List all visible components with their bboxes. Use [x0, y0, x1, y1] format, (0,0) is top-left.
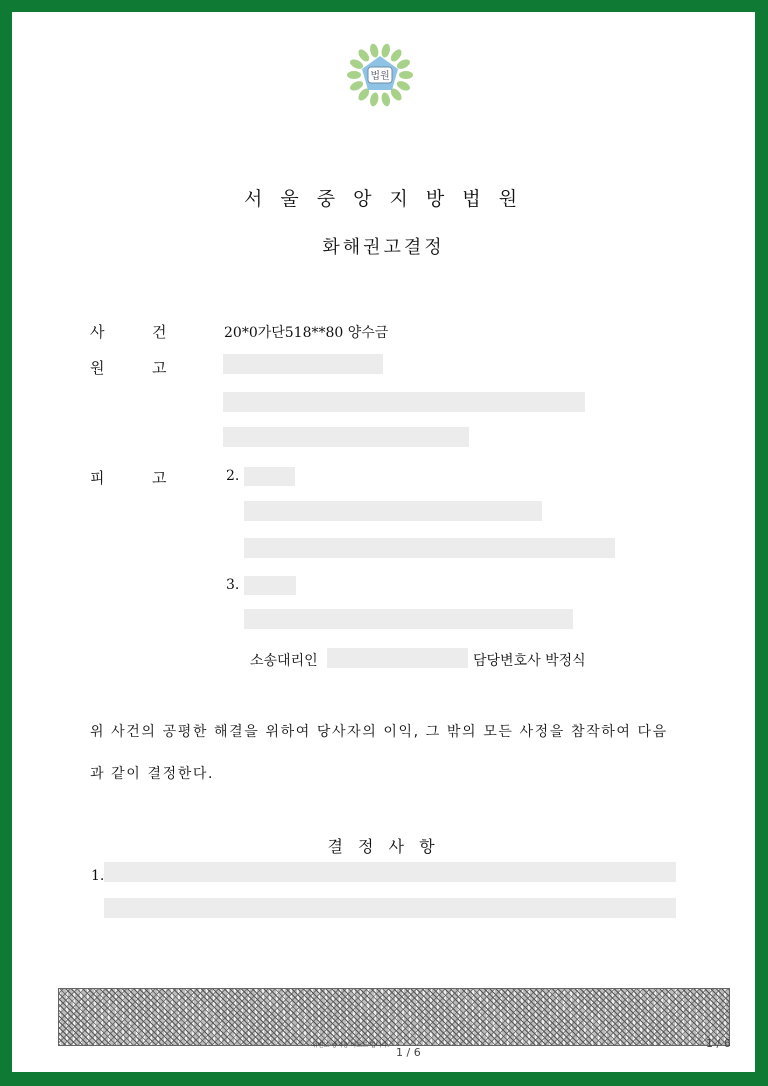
defendant-label-1: 피 [90, 469, 105, 487]
item-1-number: 1. [91, 868, 105, 884]
plaintiff-label-2: 고 [152, 359, 167, 377]
body-line-2: 과 같이 결정한다. [90, 766, 215, 782]
seal-text: 법원 [370, 71, 390, 82]
seal-petal [380, 43, 391, 58]
court-name: 서 울 중 앙 지 방 법 원 [243, 188, 524, 210]
seal-petal [369, 92, 380, 107]
redacted-item-1-line-2 [104, 898, 676, 918]
body-line-1: 위 사건의 공평한 해결을 위하여 당사자의 이익, 그 밖의 모든 사정을 참작하여 다음 [90, 724, 668, 740]
redacted-law-firm [327, 648, 468, 668]
redacted-plaintiff-name [223, 354, 383, 374]
attorney-label: 소송대리인 [250, 653, 318, 669]
redacted-item-1-line-1 [104, 862, 676, 882]
case-number: 20*0가단518**80 양수금 [224, 325, 389, 341]
document-page [12, 12, 755, 1072]
redacted-plaintiff-representative [223, 427, 469, 447]
redacted-defendant-3-name [244, 576, 296, 595]
redacted-defendant-2-detail [244, 538, 615, 558]
redacted-plaintiff-address [223, 392, 585, 412]
barcode-note: 위변조 방지용 바코드 입니다. [312, 1042, 390, 1049]
redacted-defendant-2-address [244, 501, 542, 521]
court-seal-logo [343, 40, 417, 112]
plaintiff-label-1: 원 [90, 359, 105, 377]
seal-petal [369, 43, 380, 58]
page-number-right: 1 / 6 [706, 1037, 731, 1050]
case-label-2: 건 [152, 323, 167, 341]
defendant-label-2: 고 [152, 469, 167, 487]
defendant-item-2-number: 2. [226, 468, 240, 484]
seal-petal [399, 71, 413, 79]
anti-forgery-barcode [58, 988, 730, 1046]
case-label-1: 사 [90, 323, 105, 341]
section-title: 결 정 사 항 [327, 837, 440, 856]
redacted-defendant-2-name [244, 467, 295, 486]
attorney-name: 담당변호사 박정식 [473, 653, 586, 669]
page-number-center: 1 / 6 [396, 1046, 421, 1059]
seal-petal [347, 71, 361, 79]
redacted-defendant-3-address [244, 609, 573, 629]
defendant-item-3-number: 3. [226, 577, 240, 593]
decision-title: 화해권고결정 [322, 237, 445, 258]
seal-petal [380, 92, 391, 107]
